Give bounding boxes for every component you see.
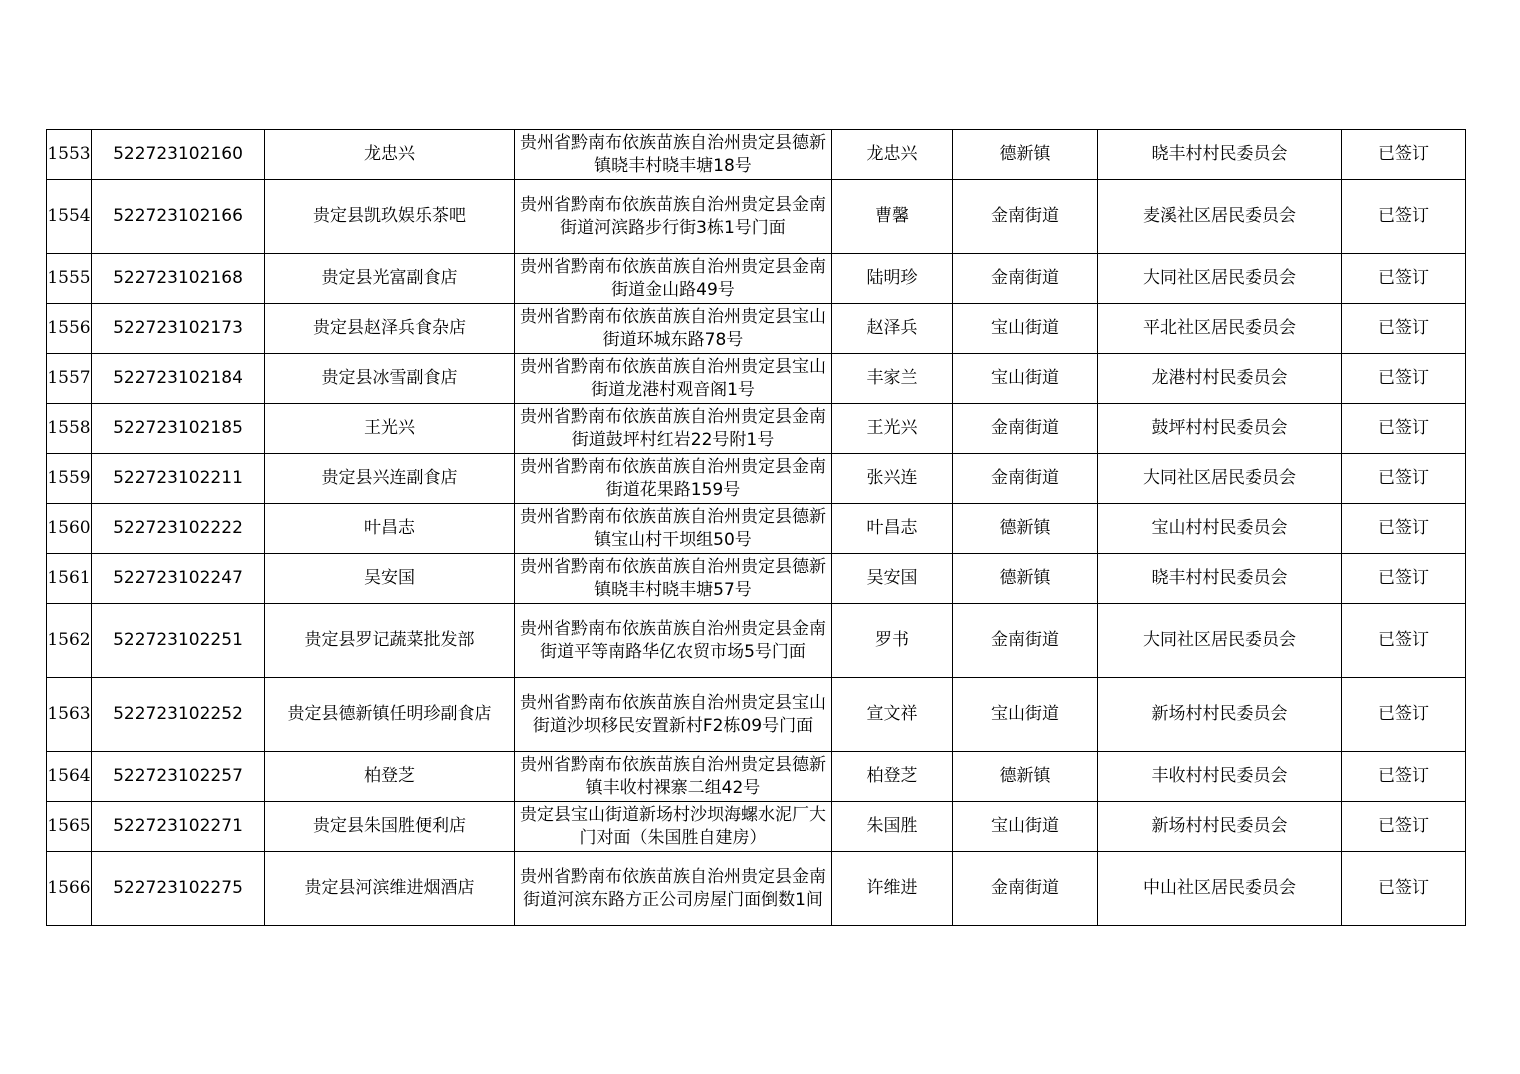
town-name: 宝山街道 (953, 678, 1098, 752)
status-cell: 已签订 (1342, 130, 1466, 180)
row-number: 1559 (47, 454, 92, 504)
table-row (47, 180, 1466, 254)
town-name: 金南街道 (953, 604, 1098, 678)
owner-name: 吴安国 (832, 554, 953, 604)
committee-name: 中山社区居民委员会 (1098, 852, 1342, 926)
town-name: 德新镇 (953, 752, 1098, 802)
table-row (47, 852, 1466, 926)
business-name: 贵定县河滨维进烟酒店 (265, 852, 515, 926)
business-address: 贵州省黔南布依族苗族自治州贵定县金南街道河滨路步行街3栋1号门面 (515, 180, 832, 254)
table-row (47, 254, 1466, 304)
license-number: 522723102257 (92, 752, 265, 802)
license-number: 522723102275 (92, 852, 265, 926)
committee-name: 宝山村村民委员会 (1098, 504, 1342, 554)
status-cell: 已签订 (1342, 678, 1466, 752)
row-number: 1558 (47, 404, 92, 454)
row-number: 1553 (47, 130, 92, 180)
owner-name: 陆明珍 (832, 254, 953, 304)
business-address: 贵州省黔南布依族苗族自治州贵定县宝山街道沙坝移民安置新村F2栋09号门面 (515, 678, 832, 752)
town-name: 德新镇 (953, 504, 1098, 554)
business-address: 贵州省黔南布依族苗族自治州贵定县德新镇晓丰村晓丰塘57号 (515, 554, 832, 604)
status-cell: 已签订 (1342, 802, 1466, 852)
owner-name: 曹馨 (832, 180, 953, 254)
registry-table (46, 129, 1466, 926)
table-row (47, 354, 1466, 404)
business-address: 贵州省黔南布依族苗族自治州贵定县德新镇丰收村裸寨二组42号 (515, 752, 832, 802)
owner-name: 张兴连 (832, 454, 953, 504)
owner-name: 王光兴 (832, 404, 953, 454)
business-address: 贵州省黔南布依族苗族自治州贵定县金南街道花果路159号 (515, 454, 832, 504)
business-name: 王光兴 (265, 404, 515, 454)
business-name: 贵定县冰雪副食店 (265, 354, 515, 404)
business-name: 柏登芝 (265, 752, 515, 802)
license-number: 522723102211 (92, 454, 265, 504)
table-row (47, 304, 1466, 354)
committee-name: 鼓坪村村民委员会 (1098, 404, 1342, 454)
status-cell: 已签订 (1342, 604, 1466, 678)
row-number: 1565 (47, 802, 92, 852)
status-cell: 已签订 (1342, 404, 1466, 454)
town-name: 宝山街道 (953, 354, 1098, 404)
committee-name: 麦溪社区居民委员会 (1098, 180, 1342, 254)
owner-name: 赵泽兵 (832, 304, 953, 354)
committee-name: 龙港村村民委员会 (1098, 354, 1342, 404)
committee-name: 大同社区居民委员会 (1098, 604, 1342, 678)
status-cell: 已签订 (1342, 852, 1466, 926)
owner-name: 龙忠兴 (832, 130, 953, 180)
owner-name: 叶昌志 (832, 504, 953, 554)
license-number: 522723102173 (92, 304, 265, 354)
row-number: 1554 (47, 180, 92, 254)
business-name: 吴安国 (265, 554, 515, 604)
license-number: 522723102271 (92, 802, 265, 852)
row-number: 1555 (47, 254, 92, 304)
business-address: 贵州省黔南布依族苗族自治州贵定县德新镇晓丰村晓丰塘18号 (515, 130, 832, 180)
business-name: 贵定县德新镇任明珍副食店 (265, 678, 515, 752)
business-name: 贵定县朱国胜便利店 (265, 802, 515, 852)
owner-name: 丰家兰 (832, 354, 953, 404)
owner-name: 朱国胜 (832, 802, 953, 852)
committee-name: 大同社区居民委员会 (1098, 254, 1342, 304)
row-number: 1563 (47, 678, 92, 752)
row-number: 1560 (47, 504, 92, 554)
business-address: 贵州省黔南布依族苗族自治州贵定县金南街道河滨东路方正公司房屋门面倒数1间 (515, 852, 832, 926)
business-address: 贵州省黔南布依族苗族自治州贵定县金南街道平等南路华亿农贸市场5号门面 (515, 604, 832, 678)
license-number: 522723102252 (92, 678, 265, 752)
business-address: 贵定县宝山街道新场村沙坝海螺水泥厂大门对面（朱国胜自建房） (515, 802, 832, 852)
committee-name: 平北社区居民委员会 (1098, 304, 1342, 354)
table-row (47, 504, 1466, 554)
license-number: 522723102166 (92, 180, 265, 254)
owner-name: 宣文祥 (832, 678, 953, 752)
row-number: 1561 (47, 554, 92, 604)
status-cell: 已签订 (1342, 554, 1466, 604)
status-cell: 已签订 (1342, 504, 1466, 554)
status-cell: 已签订 (1342, 304, 1466, 354)
business-address: 贵州省黔南布依族苗族自治州贵定县德新镇宝山村干坝组50号 (515, 504, 832, 554)
town-name: 金南街道 (953, 454, 1098, 504)
town-name: 金南街道 (953, 404, 1098, 454)
license-number: 522723102247 (92, 554, 265, 604)
table-row (47, 604, 1466, 678)
owner-name: 罗书 (832, 604, 953, 678)
town-name: 宝山街道 (953, 802, 1098, 852)
business-name: 叶昌志 (265, 504, 515, 554)
committee-name: 晓丰村村民委员会 (1098, 554, 1342, 604)
business-address: 贵州省黔南布依族苗族自治州贵定县金南街道金山路49号 (515, 254, 832, 304)
town-name: 金南街道 (953, 254, 1098, 304)
business-name: 贵定县兴连副食店 (265, 454, 515, 504)
license-number: 522723102185 (92, 404, 265, 454)
business-name: 龙忠兴 (265, 130, 515, 180)
license-number: 522723102160 (92, 130, 265, 180)
town-name: 宝山街道 (953, 304, 1098, 354)
town-name: 德新镇 (953, 130, 1098, 180)
town-name: 金南街道 (953, 852, 1098, 926)
business-address: 贵州省黔南布依族苗族自治州贵定县宝山街道龙港村观音阁1号 (515, 354, 832, 404)
status-cell: 已签订 (1342, 180, 1466, 254)
table-row (47, 130, 1466, 180)
row-number: 1562 (47, 604, 92, 678)
business-address: 贵州省黔南布依族苗族自治州贵定县宝山街道环城东路78号 (515, 304, 832, 354)
license-number: 522723102222 (92, 504, 265, 554)
town-name: 德新镇 (953, 554, 1098, 604)
business-name: 贵定县凯玖娱乐茶吧 (265, 180, 515, 254)
business-address: 贵州省黔南布依族苗族自治州贵定县金南街道鼓坪村红岩22号附1号 (515, 404, 832, 454)
table-row (47, 454, 1466, 504)
row-number: 1556 (47, 304, 92, 354)
owner-name: 许维进 (832, 852, 953, 926)
row-number: 1564 (47, 752, 92, 802)
license-number: 522723102184 (92, 354, 265, 404)
town-name: 金南街道 (953, 180, 1098, 254)
table-row (47, 752, 1466, 802)
business-name: 贵定县赵泽兵食杂店 (265, 304, 515, 354)
owner-name: 柏登芝 (832, 752, 953, 802)
business-name: 贵定县光富副食店 (265, 254, 515, 304)
business-name: 贵定县罗记蔬菜批发部 (265, 604, 515, 678)
status-cell: 已签订 (1342, 454, 1466, 504)
license-number: 522723102168 (92, 254, 265, 304)
row-number: 1557 (47, 354, 92, 404)
table-row (47, 404, 1466, 454)
table-row (47, 678, 1466, 752)
table-row (47, 554, 1466, 604)
status-cell: 已签订 (1342, 354, 1466, 404)
committee-name: 大同社区居民委员会 (1098, 454, 1342, 504)
committee-name: 新场村村民委员会 (1098, 678, 1342, 752)
license-number: 522723102251 (92, 604, 265, 678)
status-cell: 已签订 (1342, 752, 1466, 802)
status-cell: 已签订 (1342, 254, 1466, 304)
committee-name: 晓丰村村民委员会 (1098, 130, 1342, 180)
row-number: 1566 (47, 852, 92, 926)
committee-name: 新场村村民委员会 (1098, 802, 1342, 852)
committee-name: 丰收村村民委员会 (1098, 752, 1342, 802)
table-row (47, 802, 1466, 852)
